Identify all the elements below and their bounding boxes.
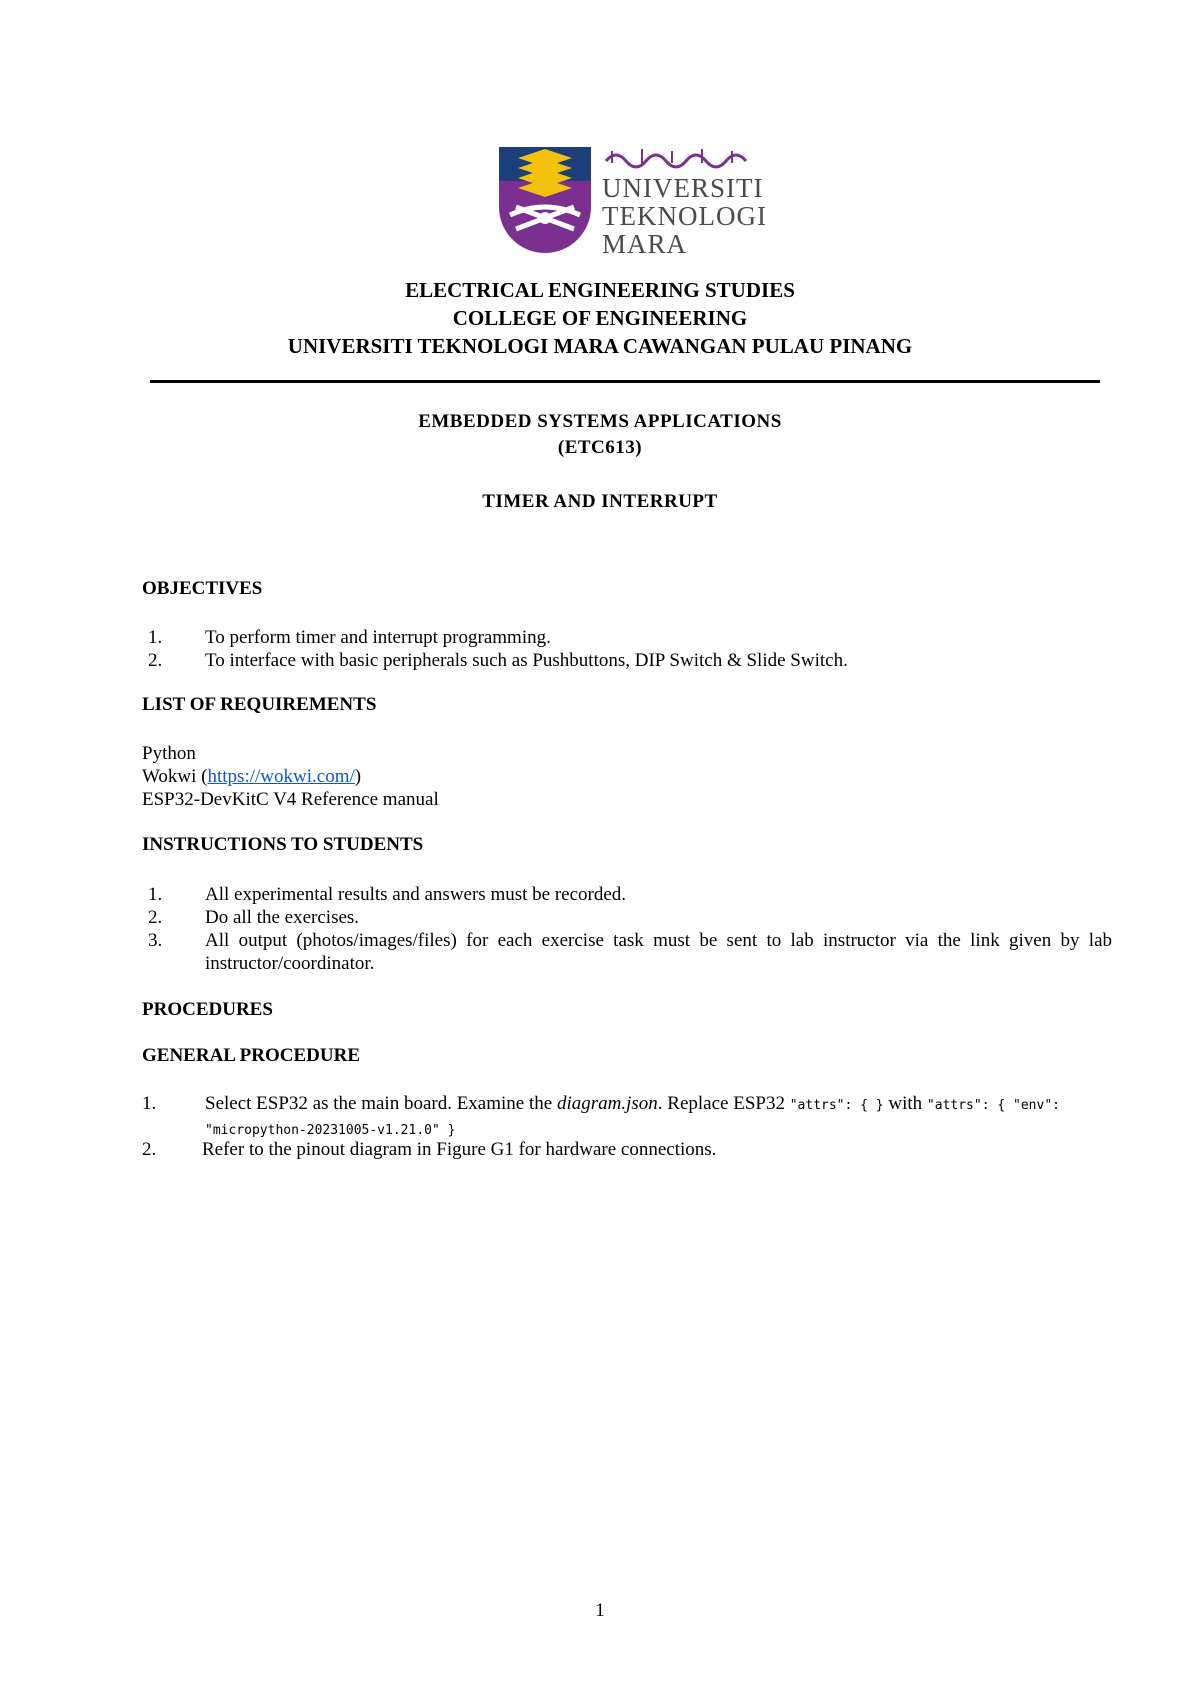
- step-text-part: Select ESP32 as the main board. Examine the: [205, 1093, 557, 1114]
- header-line-2: COLLEGE OF ENGINEERING: [452, 306, 748, 330]
- step-number: 2.: [142, 1139, 157, 1160]
- item-text: To perform timer and interrupt programming.: [205, 627, 551, 648]
- procedures-heading: PROCEDURES: [142, 999, 273, 1020]
- item-number: 1.: [148, 627, 163, 648]
- item-text: All output (photos/images/files) for each exercise task must be sent to lab instructor via the link given by lab instructor/coordinator.: [205, 930, 1112, 974]
- course-code: (ETC613): [557, 437, 643, 458]
- item-text: All experimental results and answers must be recorded.: [205, 884, 627, 905]
- requirements-heading: LIST OF REQUIREMENTS: [142, 694, 377, 715]
- uitm-logo: [496, 145, 766, 260]
- header-line-3: UNIVERSITI TEKNOLOGI MARA CAWANGAN PULAU PINANG: [287, 334, 913, 358]
- item-number: 2.: [148, 907, 163, 928]
- item-text: Do all the exercises.: [205, 907, 360, 928]
- item-text: To interface with basic peripherals such as Pushbuttons, DIP Switch & Slide Switch.: [205, 650, 848, 671]
- attrs-env-code: "attrs": { "env": "micropython-20231005-v1.21.0" }: [205, 1098, 1060, 1138]
- uitm-crest-icon: [496, 145, 596, 260]
- attrs-empty-code: "attrs": { }: [789, 1098, 884, 1113]
- requirement-wokwi: [142, 765, 361, 788]
- page-number: 1: [595, 1600, 605, 1621]
- item-number: 1.: [148, 884, 163, 905]
- course-name: EMBEDDED SYSTEMS APPLICATIONS: [418, 411, 782, 432]
- general-procedure-heading: GENERAL PROCEDURE: [142, 1045, 360, 1066]
- wokwi-close: ): [354, 766, 362, 787]
- item-number: 2.: [148, 650, 163, 671]
- header-line-1: ELECTRICAL ENGINEERING STUDIES: [405, 278, 795, 302]
- step-text: [205, 1092, 1112, 1142]
- item-number: 3.: [148, 930, 163, 951]
- step-number: 1.: [142, 1093, 157, 1114]
- requirement-manual: ESP32-DevKitC V4 Reference manual: [142, 789, 439, 810]
- wokwi-label: Wokwi (: [142, 766, 208, 787]
- step-text-part: with: [883, 1093, 927, 1114]
- logo-word-3: MARA: [602, 229, 688, 259]
- jawi-script-icon: [602, 145, 762, 169]
- logo-word-2: TEKNOLOGI: [602, 201, 767, 231]
- lab-topic: TIMER AND INTERRUPT: [482, 491, 718, 512]
- step-text: Refer to the pinout diagram in Figure G1 for hardware connections.: [202, 1139, 717, 1160]
- objectives-heading: OBJECTIVES: [142, 578, 263, 599]
- step-text-part: . Replace ESP32: [657, 1093, 790, 1114]
- diagram-json-filename: diagram.json: [556, 1093, 658, 1114]
- wokwi-link[interactable]: https://wokwi.com/: [207, 766, 355, 787]
- requirement-python: Python: [142, 743, 196, 764]
- header-divider: [150, 380, 1100, 383]
- instructions-heading: INSTRUCTIONS TO STUDENTS: [142, 834, 424, 855]
- logo-word-1: UNIVERSITI: [602, 173, 764, 203]
